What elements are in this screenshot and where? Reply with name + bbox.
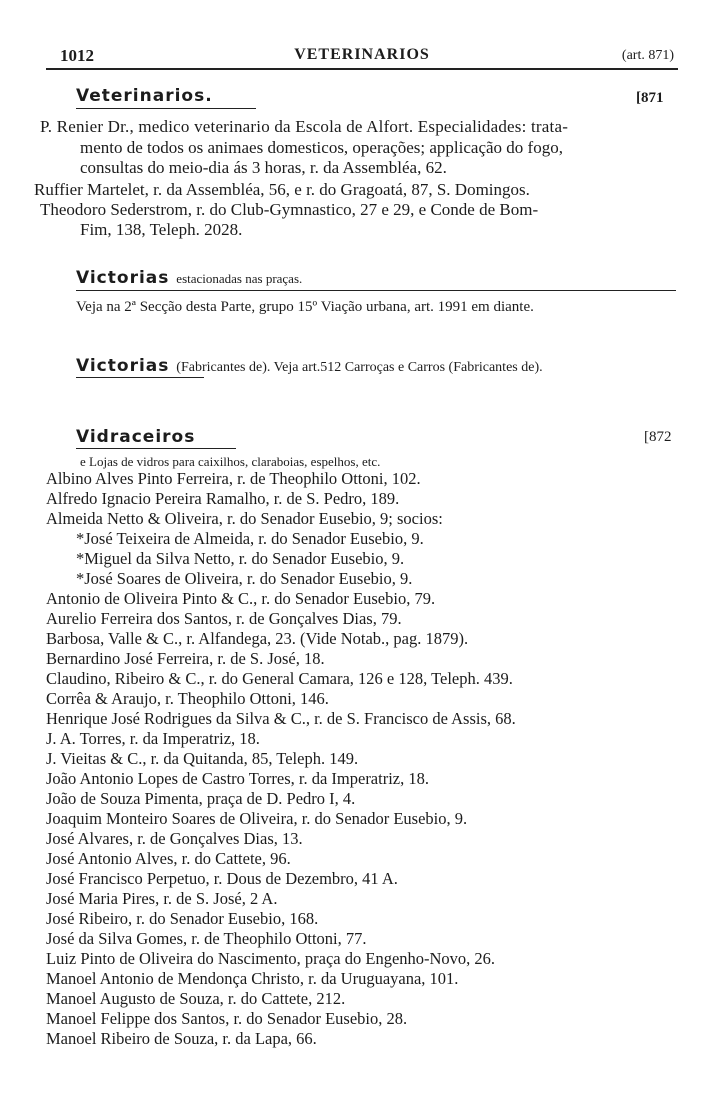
heading-text: Victorias (76, 268, 170, 288)
veterinario-entry-line: Fim, 138, Teleph. 2028. (80, 220, 243, 239)
veterinario-entry-line: P. Renier Dr., medico veterinario da Escola de Alfort. Especialidades: trata- (40, 117, 569, 136)
heading-text: Victorias (76, 356, 170, 376)
list-item: Bernardino José Ferreira, r. de S. José, 18. (46, 649, 325, 668)
list-item: Barbosa, Valle & C., r. Alfandega, 23. (Vide Notab., pag. 1879). (46, 629, 469, 648)
list-item: Alfredo Ignacio Pereira Ramalho, r. de S. Pedro, 189. (46, 489, 400, 508)
list-item: Manoel Felippe dos Santos, r. do Senador Eusebio, 28. (46, 1009, 408, 1028)
heading-subtext: (Fabricantes de). Veja art.512 Carroças e Carros (Fabricantes de). (176, 360, 543, 375)
section-heading-victorias-fabricantes (76, 356, 543, 376)
list-item: José da Silva Gomes, r. de Theophilo Ottoni, 77. (46, 929, 367, 948)
section-underline (76, 377, 204, 378)
list-item: Manoel Augusto de Souza, r. do Cattete, 212. (46, 989, 346, 1008)
section-heading-veterinarios: Veterinarios. (76, 86, 213, 106)
list-item: Henrique José Rodrigues da Silva & C., r. de S. Francisco de Assis, 68. (46, 709, 516, 728)
list-item: *José Soares de Oliveira, r. do Senador Eusebio, 9. (76, 569, 413, 588)
list-item: Manoel Antonio de Mendonça Christo, r. da Uruguayana, 101. (46, 969, 459, 988)
veterinario-entry-line: consultas do meio-dia ás 3 horas, r. da Assembléa, 62. (80, 158, 447, 177)
list-item: Claudino, Ribeiro & C., r. do General Camara, 126 e 128, Teleph. 439. (46, 669, 513, 688)
list-item: *Miguel da Silva Netto, r. do Senador Eusebio, 9. (76, 549, 405, 568)
list-item: J. Vieitas & C., r. da Quitanda, 85, Teleph. 149. (46, 749, 359, 768)
list-item: Antonio de Oliveira Pinto & C., r. do Senador Eusebio, 79. (46, 589, 436, 608)
veterinario-entry-line: Ruffier Martelet, r. da Assembléa, 56, e r. do Gragoatá, 87, S. Domingos. (34, 180, 530, 199)
section-heading-vidraceiros: Vidraceiros (76, 427, 196, 447)
list-item: José Maria Pires, r. de S. José, 2 A. (46, 889, 278, 908)
section-number-871: [871 (636, 90, 664, 106)
section-underline (76, 108, 256, 109)
article-reference: (art. 871) (621, 48, 674, 63)
section-number-872: [872 (644, 429, 672, 445)
list-item: José Ribeiro, r. do Senador Eusebio, 168. (46, 909, 319, 928)
list-item: José Antonio Alves, r. do Cattete, 96. (46, 849, 291, 868)
list-item: José Alvares, r. de Gonçalves Dias, 13. (46, 829, 303, 848)
cross-reference-line: Veja na 2ª Secção desta Parte, grupo 15º Viação urbana, art. 1991 em diante. (76, 299, 534, 315)
list-item: João de Souza Pimenta, praça de D. Pedro I, 4. (46, 789, 356, 808)
list-item: Corrêa & Araujo, r. Theophilo Ottoni, 146. (46, 689, 329, 708)
section-heading-victorias (76, 268, 302, 288)
list-item: João Antonio Lopes de Castro Torres, r. da Imperatriz, 18. (46, 769, 429, 788)
veterinario-entry-line: mento de todos os animaes domesticos, operações; applicação do fogo, (80, 138, 563, 157)
list-item: José Francisco Perpetuo, r. Dous de Dezembro, 41 A. (46, 869, 398, 888)
list-item: Luiz Pinto de Oliveira do Nascimento, praça do Engenho-Novo, 26. (46, 949, 496, 968)
list-item: Manoel Ribeiro de Souza, r. da Lapa, 66. (46, 1029, 317, 1048)
list-item: Albino Alves Pinto Ferreira, r. de Theophilo Ottoni, 102. (46, 469, 421, 488)
list-item: Joaquim Monteiro Soares de Oliveira, r. do Senador Eusebio, 9. (46, 809, 468, 828)
list-item: J. A. Torres, r. da Imperatriz, 18. (46, 729, 260, 748)
heading-subtext: estacionadas nas praças. (176, 271, 303, 286)
veterinario-entry-line: Theodoro Sederstrom, r. do Club-Gymnastico, 27 e 29, e Conde de Bom- (40, 200, 539, 219)
section-underline (76, 290, 676, 291)
running-title: VETERINARIOS (294, 46, 430, 63)
page-number: 1012 (60, 46, 94, 65)
page-header (46, 44, 678, 70)
list-item: *José Teixeira de Almeida, r. do Senador Eusebio, 9. (76, 529, 424, 548)
list-item: Aurelio Ferreira dos Santos, r. de Gonçalves Dias, 79. (46, 609, 402, 628)
list-item: Almeida Netto & Oliveira, r. do Senador Eusebio, 9; socios: (46, 509, 443, 528)
section-subtitle: e Lojas de vidros para caixilhos, claraboias, espelhos, etc. (80, 454, 381, 469)
section-underline (76, 448, 236, 449)
